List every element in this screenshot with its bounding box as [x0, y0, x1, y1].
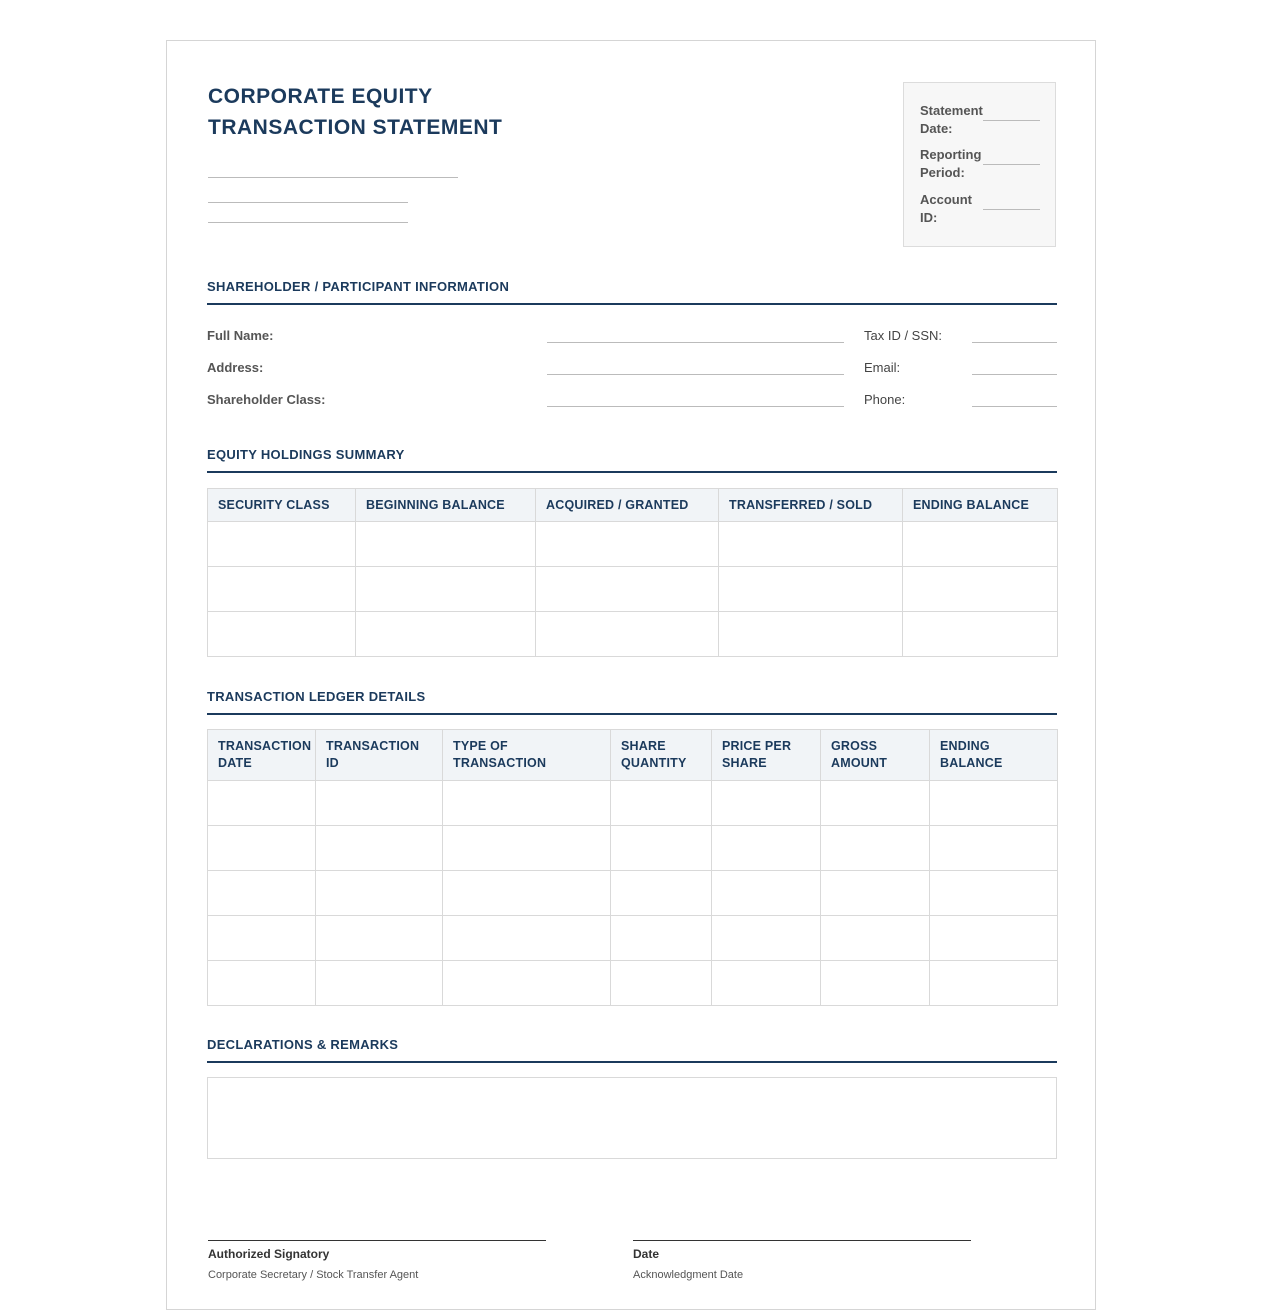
- signatory-signature-line[interactable]: [208, 1240, 546, 1241]
- table-row: [208, 522, 1058, 567]
- full-name-label: Full Name:: [207, 328, 274, 343]
- shareholder-class-label: Shareholder Class:: [207, 392, 326, 407]
- table-cell[interactable]: [443, 826, 611, 871]
- signatory-sub-label: Corporate Secretary / Stock Transfer Agent: [208, 1269, 419, 1281]
- table-cell[interactable]: [208, 961, 316, 1006]
- table-row: [208, 567, 1058, 612]
- table-cell[interactable]: [316, 961, 443, 1006]
- table-cell[interactable]: [611, 781, 712, 826]
- table-cell[interactable]: [930, 826, 1058, 871]
- table-cell[interactable]: [712, 871, 821, 916]
- address-field[interactable]: [547, 374, 844, 375]
- signatory-label: Authorized Signatory: [208, 1247, 330, 1261]
- reporting-period-field[interactable]: [983, 164, 1040, 165]
- table-cell[interactable]: [719, 522, 903, 567]
- table-cell[interactable]: [712, 826, 821, 871]
- date-label: Date: [633, 1247, 660, 1261]
- company-name-line[interactable]: [208, 177, 458, 178]
- document-title: [208, 81, 688, 143]
- statement-page: [166, 40, 1096, 1310]
- table-cell[interactable]: [208, 612, 356, 657]
- holdings-col-ending-balance: ENDING BALANCE: [903, 489, 1058, 522]
- table-cell[interactable]: [719, 567, 903, 612]
- ledger-col-share-quantity: SHARE QUANTITY: [611, 730, 712, 781]
- table-cell[interactable]: [611, 961, 712, 1006]
- table-cell[interactable]: [930, 961, 1058, 1006]
- table-cell[interactable]: [356, 567, 536, 612]
- email-label: Email:: [864, 360, 901, 375]
- ledger-col-price-per-share: PRICE PER SHARE: [712, 730, 821, 781]
- table-cell[interactable]: [930, 916, 1058, 961]
- table-row: [208, 871, 1058, 916]
- table-cell[interactable]: [208, 522, 356, 567]
- title-line-2: TRANSACTION STATEMENT: [208, 116, 503, 139]
- table-cell[interactable]: [821, 916, 930, 961]
- declarations-section-title: DECLARATIONS & REMARKS: [207, 1037, 1057, 1063]
- holdings-col-security-class: SECURITY CLASS: [208, 489, 356, 522]
- table-cell[interactable]: [903, 567, 1058, 612]
- ledger-col-transaction-type: TYPE OF TRANSACTION: [443, 730, 611, 781]
- company-address-line-2[interactable]: [208, 222, 408, 223]
- table-cell[interactable]: [712, 781, 821, 826]
- table-row: [208, 826, 1058, 871]
- remarks-textarea[interactable]: [207, 1077, 1057, 1159]
- phone-field[interactable]: [972, 406, 1057, 407]
- table-cell[interactable]: [611, 916, 712, 961]
- address-label: Address:: [207, 360, 264, 375]
- table-row: [208, 916, 1058, 961]
- holdings-header-row: [208, 489, 1058, 522]
- holdings-col-beginning-balance: BEGINNING BALANCE: [356, 489, 536, 522]
- ledger-col-transaction-id: TRANSACTION ID: [316, 730, 443, 781]
- table-cell[interactable]: [208, 916, 316, 961]
- table-cell[interactable]: [443, 871, 611, 916]
- table-cell[interactable]: [611, 871, 712, 916]
- table-cell[interactable]: [536, 612, 719, 657]
- table-row: [208, 961, 1058, 1006]
- table-cell[interactable]: [611, 826, 712, 871]
- shareholder-class-field[interactable]: [547, 406, 844, 407]
- reporting-period-label: Reporting Period:: [920, 147, 982, 180]
- statement-meta-box: [903, 82, 1056, 247]
- account-id-field[interactable]: [983, 209, 1040, 210]
- table-cell[interactable]: [316, 871, 443, 916]
- table-cell[interactable]: [443, 961, 611, 1006]
- table-cell[interactable]: [536, 522, 719, 567]
- table-cell[interactable]: [712, 916, 821, 961]
- table-cell[interactable]: [443, 916, 611, 961]
- date-sub-label: Acknowledgment Date: [633, 1269, 744, 1281]
- shareholder-section-title: SHAREHOLDER / PARTICIPANT INFORMATION: [207, 279, 1057, 305]
- holdings-col-acquired: ACQUIRED / GRANTED: [536, 489, 719, 522]
- ledger-col-ending-balance: ENDING BALANCE: [930, 730, 1058, 781]
- table-cell[interactable]: [208, 781, 316, 826]
- table-cell[interactable]: [356, 612, 536, 657]
- ledger-col-gross-amount: GROSS AMOUNT: [821, 730, 930, 781]
- table-cell[interactable]: [316, 826, 443, 871]
- holdings-col-transferred: TRANSFERRED / SOLD: [719, 489, 903, 522]
- table-cell[interactable]: [536, 567, 719, 612]
- email-field[interactable]: [972, 374, 1057, 375]
- table-cell[interactable]: [443, 781, 611, 826]
- table-cell[interactable]: [930, 781, 1058, 826]
- table-row: [208, 781, 1058, 826]
- table-cell[interactable]: [821, 871, 930, 916]
- table-cell[interactable]: [208, 567, 356, 612]
- table-row: [208, 612, 1058, 657]
- table-cell[interactable]: [719, 612, 903, 657]
- ledger-header-row: [208, 730, 1058, 781]
- title-line-1: CORPORATE EQUITY: [208, 85, 433, 108]
- holdings-table: [207, 488, 1058, 657]
- ledger-table: [207, 729, 1058, 1006]
- ledger-section-title: TRANSACTION LEDGER DETAILS: [207, 689, 1057, 715]
- table-cell[interactable]: [712, 961, 821, 1006]
- table-cell[interactable]: [903, 612, 1058, 657]
- tax-id-label: Tax ID / SSN:: [864, 328, 943, 343]
- table-cell[interactable]: [208, 871, 316, 916]
- date-signature-line[interactable]: [633, 1240, 971, 1241]
- table-cell[interactable]: [208, 826, 316, 871]
- ledger-col-transaction-date: TRANSACTION DATE: [208, 730, 316, 781]
- table-cell[interactable]: [903, 522, 1058, 567]
- holdings-section-title: EQUITY HOLDINGS SUMMARY: [207, 447, 1057, 473]
- table-cell[interactable]: [821, 826, 930, 871]
- table-cell[interactable]: [316, 916, 443, 961]
- table-cell[interactable]: [356, 522, 536, 567]
- phone-label: Phone:: [864, 392, 906, 407]
- table-cell[interactable]: [821, 781, 930, 826]
- account-id-label: Account ID:: [920, 192, 972, 225]
- statement-date-label: Statement Date:: [920, 103, 983, 136]
- full-name-field[interactable]: [547, 342, 844, 343]
- table-cell[interactable]: [316, 781, 443, 826]
- statement-date-field[interactable]: [983, 120, 1040, 121]
- table-cell[interactable]: [930, 871, 1058, 916]
- tax-id-field[interactable]: [972, 342, 1057, 343]
- company-address-line-1[interactable]: [208, 202, 408, 203]
- table-cell[interactable]: [821, 961, 930, 1006]
